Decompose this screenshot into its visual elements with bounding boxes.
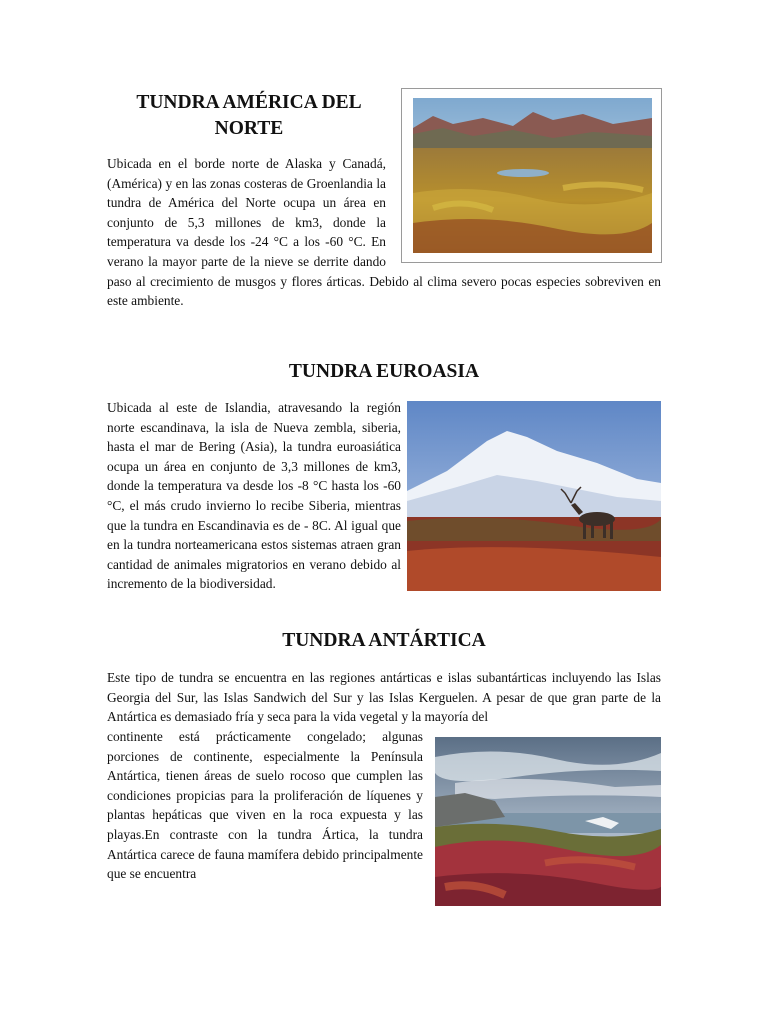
heading-antarctica: TUNDRA ANTÁRTICA: [282, 630, 486, 651]
float-spacer: [386, 154, 661, 266]
tundra-antarctica-image: [435, 737, 661, 906]
paragraph-antarctica-wrapped: continente está prácticamente congelado; algunas porciones de continente, especialmente la Península Antártica, tienen áreas de suelo rocoso que cumplen las condiciones propicias para la proliferación de líquenes y plantas hepáticas que viven en la roca expuesta y las playas.En contraste con la tundra Ártica, la tundra Antártica carece de fauna mamífera debido principalmente que se encuentra: [107, 729, 423, 882]
heading-north-america: TUNDRA AMÉRICA DEL NORTE: [136, 92, 362, 139]
float-spacer: [401, 398, 661, 592]
paragraph-eurasia: [107, 398, 661, 594]
paragraph-antarctica-intro: Este tipo de tundra se encuentra en las regiones antárticas e islas subantárticas incluyendo las Islas Georgia del Sur, las Islas Sandwich del Sur y las Islas Kerguelen. A pesar de que gran parte de la Antártica es demasiado fría y seca para la vida vegetal y la mayoría del: [107, 670, 661, 725]
heading-eurasia: TUNDRA EUROASIA: [288, 361, 480, 382]
paragraph-north-america: [107, 154, 661, 311]
paragraph-eurasia-text: Ubicada al este de Islandia, atravesando la región norte escandinava, la isla de Nueva zembla, siberia, hasta el mar de Bering (Asia), la tundra euroasiática ocupa un área en conjunto de 3,3 millones de km3, donde la temperatura va desde los -8 °C hasta los -60 °C, el más crudo invierno lo recibe Siberia, mientras que la tundra en Escandinavia es de - 8C. Al igual que en la tundra norteamericana estos sistemas atraen gran cantidad de animales migratorios en verano debido al incremento de la biodiversidad.: [107, 400, 401, 592]
paragraph-north-america-text: Ubicada en el borde norte de Alaska y Canadá, (América) y en las zonas costeras de Groenlandia la tundra de América del Norte ocupa un área en conjunto de 5,3 millones de km3, donde la temperatura va desde los -24 °C a los -60 °C. En verano la mayor parte de la nieve se derrite dando paso al crecimiento de musgos y flores árticas. Debido al clima severo pocas especies sobreviven en este ambiente.: [107, 156, 661, 309]
